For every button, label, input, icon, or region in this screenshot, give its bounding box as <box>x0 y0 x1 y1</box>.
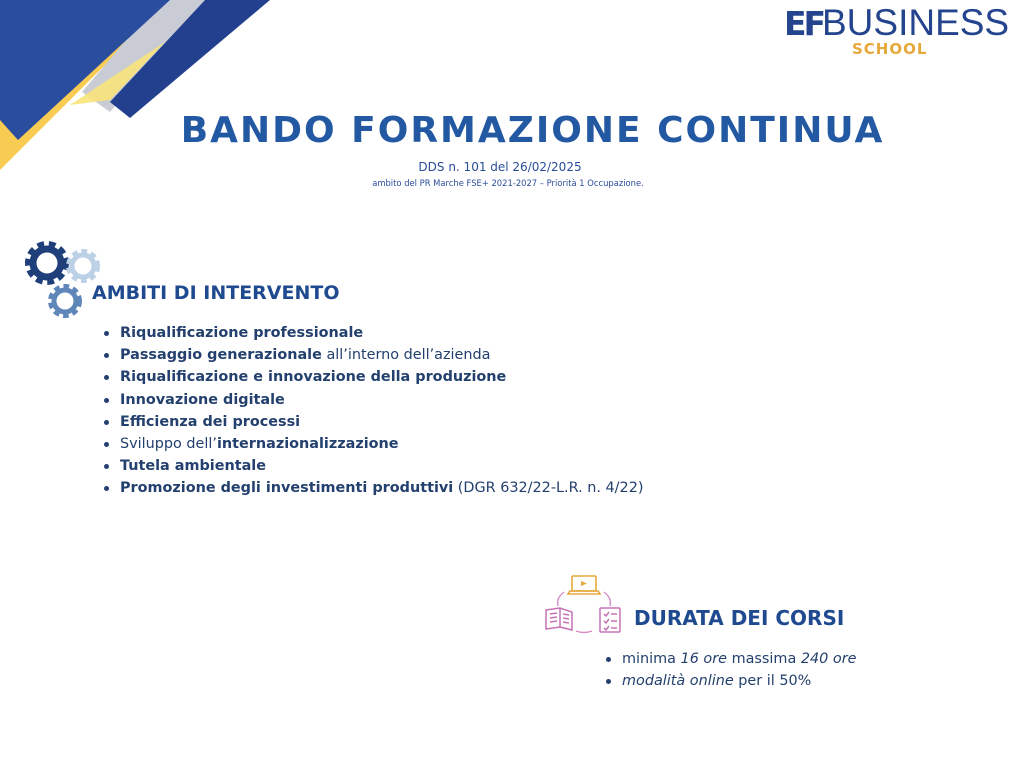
checklist-icon <box>600 608 620 632</box>
list-item: Riqualificazione professionale <box>104 322 643 344</box>
list-item: Innovazione digitale <box>104 389 643 411</box>
durata-section-title: DURATA DEI CORSI <box>634 606 845 630</box>
list-item: minima 16 ore massima 240 ore <box>606 648 856 670</box>
logo-ef-mark: EF <box>784 4 824 43</box>
logo-business-text: BUSINESS <box>822 2 1010 43</box>
decree-reference: DDS n. 101 del 26/02/2025 <box>418 160 582 174</box>
open-book-icon <box>546 608 572 630</box>
list-item: Passaggio generazionale all’interno dell’azienda <box>104 344 643 366</box>
ambiti-list <box>104 322 643 500</box>
gears-icon <box>20 236 110 326</box>
list-item: modalità online per il 50% <box>606 670 856 692</box>
corner-decoration <box>0 0 280 190</box>
list-item: Tutela ambientale <box>104 455 643 477</box>
list-item: Riqualificazione e innovazione della produzione <box>104 366 643 388</box>
ambiti-section-title: AMBITI DI INTERVENTO <box>92 282 340 304</box>
durata-list <box>606 648 856 692</box>
list-item: Sviluppo dell’internazionalizzazione <box>104 433 643 455</box>
list-item: Efficienza dei processi <box>104 411 643 433</box>
course-icons <box>542 572 628 636</box>
page-title: BANDO FORMAZIONE CONTINUA <box>180 110 885 151</box>
list-item: Promozione degli investimenti produttivi (DGR 632/22-L.R. n. 4/22) <box>104 477 643 499</box>
logo-school-text: SCHOOL <box>852 40 928 58</box>
program-note: ambito del PR Marche FSE+ 2021-2027 – Priorità 1 Occupazione. <box>372 178 644 188</box>
ef-business-school-logo <box>780 2 1012 62</box>
laptop-icon <box>568 576 600 594</box>
